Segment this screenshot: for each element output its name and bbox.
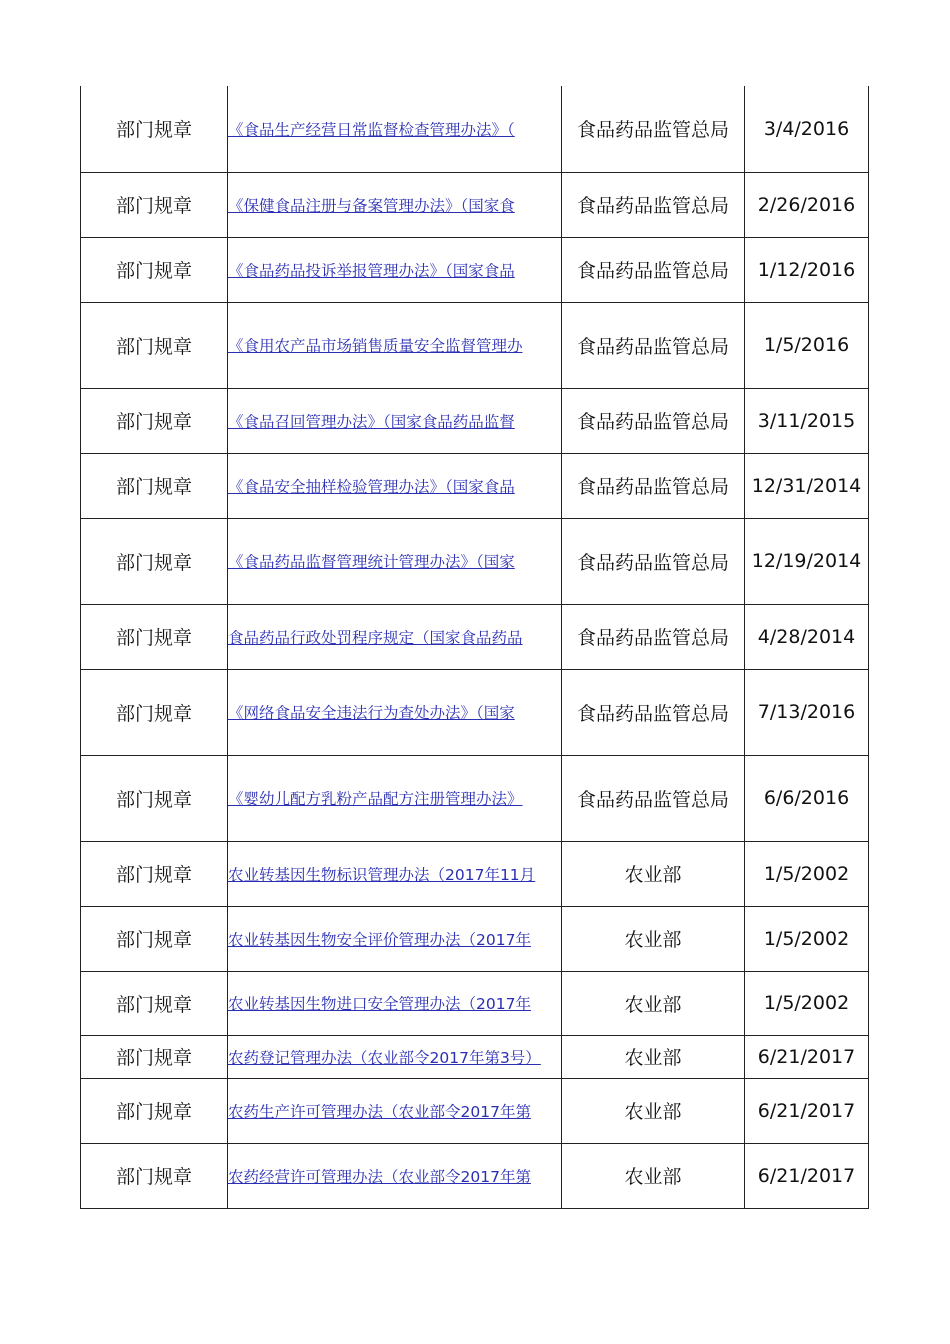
table-row (81, 1143, 869, 1208)
regulation-title-cell (228, 669, 562, 755)
date-cell: 6/6/2016 (745, 755, 869, 841)
table-row (81, 453, 869, 518)
regulation-type-cell: 部门规章 (81, 755, 228, 841)
table-row (81, 1035, 869, 1078)
regulation-title-cell (228, 971, 562, 1035)
regulation-type-cell: 部门规章 (81, 172, 228, 237)
issuing-department-cell: 农业部 (562, 1078, 745, 1143)
regulation-type-cell: 部门规章 (81, 604, 228, 669)
table-row (81, 518, 869, 604)
issuing-department-cell: 食品药品监管总局 (562, 302, 745, 388)
issuing-department-cell: 食品药品监管总局 (562, 388, 745, 453)
regulation-title-cell (228, 604, 562, 669)
issuing-department-cell: 农业部 (562, 841, 745, 906)
regulation-type-cell: 部门规章 (81, 1078, 228, 1143)
regulation-title-link[interactable]: 《食品生产经营日常监督检查管理办法》（ (228, 120, 515, 139)
date-cell: 1/5/2002 (745, 906, 869, 971)
regulations-table (80, 86, 869, 1209)
regulation-title-cell (228, 518, 562, 604)
date-cell: 1/5/2002 (745, 971, 869, 1035)
regulation-title-link[interactable]: 农药经营许可管理办法（农业部令2017年第 (228, 1167, 531, 1186)
date-cell: 3/4/2016 (745, 86, 869, 172)
regulation-type-cell: 部门规章 (81, 86, 228, 172)
date-cell: 12/19/2014 (745, 518, 869, 604)
date-cell: 1/5/2016 (745, 302, 869, 388)
issuing-department-cell: 农业部 (562, 1143, 745, 1208)
regulation-title-cell (228, 841, 562, 906)
regulation-type-cell: 部门规章 (81, 669, 228, 755)
regulation-title-cell (228, 302, 562, 388)
issuing-department-cell: 食品药品监管总局 (562, 518, 745, 604)
regulation-title-link[interactable]: 《食品药品投诉举报管理办法》（国家食品 (228, 261, 515, 280)
regulation-title-cell (228, 755, 562, 841)
regulation-title-cell (228, 453, 562, 518)
regulation-title-cell (228, 1143, 562, 1208)
regulation-title-cell (228, 1078, 562, 1143)
regulation-title-link[interactable]: 农业转基因生物标识管理办法（2017年11月 (228, 865, 536, 884)
regulation-type-cell: 部门规章 (81, 1143, 228, 1208)
regulation-type-cell: 部门规章 (81, 388, 228, 453)
regulation-title-link[interactable]: 《食用农产品市场销售质量安全监督管理办 (228, 337, 523, 355)
table-row (81, 1078, 869, 1143)
table-row (81, 841, 869, 906)
table-row (81, 906, 869, 971)
table-row (81, 86, 869, 172)
issuing-department-cell: 食品药品监管总局 (562, 86, 745, 172)
issuing-department-cell: 食品药品监管总局 (562, 755, 745, 841)
table-row (81, 388, 869, 453)
date-cell: 6/21/2017 (745, 1035, 869, 1078)
issuing-department-cell: 农业部 (562, 971, 745, 1035)
table-row (81, 971, 869, 1035)
date-cell: 4/28/2014 (745, 604, 869, 669)
issuing-department-cell: 食品药品监管总局 (562, 237, 745, 302)
regulation-type-cell: 部门规章 (81, 302, 228, 388)
regulation-title-cell (228, 86, 562, 172)
table-row (81, 172, 869, 237)
regulation-title-link[interactable]: 《婴幼儿配方乳粉产品配方注册管理办法》 (228, 790, 523, 808)
regulation-type-cell: 部门规章 (81, 453, 228, 518)
regulation-type-cell: 部门规章 (81, 841, 228, 906)
date-cell: 6/21/2017 (745, 1078, 869, 1143)
table-row (81, 669, 869, 755)
regulation-title-cell (228, 906, 562, 971)
date-cell: 12/31/2014 (745, 453, 869, 518)
date-cell: 6/21/2017 (745, 1143, 869, 1208)
date-cell: 1/12/2016 (745, 237, 869, 302)
issuing-department-cell: 食品药品监管总局 (562, 669, 745, 755)
issuing-department-cell: 食品药品监管总局 (562, 604, 745, 669)
issuing-department-cell: 农业部 (562, 906, 745, 971)
regulation-title-cell (228, 237, 562, 302)
issuing-department-cell: 食品药品监管总局 (562, 453, 745, 518)
regulation-title-cell (228, 388, 562, 453)
date-cell: 7/13/2016 (745, 669, 869, 755)
regulation-title-link[interactable]: 农业转基因生物安全评价管理办法（2017年 (228, 930, 531, 949)
issuing-department-cell: 农业部 (562, 1035, 745, 1078)
date-cell: 2/26/2016 (745, 172, 869, 237)
regulation-title-link[interactable]: 《保健食品注册与备案管理办法》（国家食 (228, 196, 515, 215)
regulation-title-link[interactable]: 《食品安全抽样检验管理办法》（国家食品 (228, 477, 515, 496)
regulation-type-cell: 部门规章 (81, 971, 228, 1035)
date-cell: 1/5/2002 (745, 841, 869, 906)
regulation-title-link[interactable]: 农药登记管理办法（农业部令2017年第3号） (228, 1048, 541, 1067)
table-row (81, 302, 869, 388)
regulation-title-link[interactable]: 农药生产许可管理办法（农业部令2017年第 (228, 1102, 531, 1121)
date-cell: 3/11/2015 (745, 388, 869, 453)
regulation-title-link[interactable]: 《网络食品安全违法行为查处办法》（国家 (228, 704, 515, 722)
regulation-title-cell (228, 172, 562, 237)
regulation-title-link[interactable]: 《食品召回管理办法》（国家食品药品监督 (228, 412, 515, 431)
table-row (81, 755, 869, 841)
regulation-type-cell: 部门规章 (81, 518, 228, 604)
regulation-title-link[interactable]: 农业转基因生物进口安全管理办法（2017年 (228, 995, 531, 1013)
regulation-title-link[interactable]: 食品药品行政处罚程序规定（国家食品药品 (228, 628, 523, 647)
table-row (81, 604, 869, 669)
regulation-type-cell: 部门规章 (81, 906, 228, 971)
regulation-type-cell: 部门规章 (81, 237, 228, 302)
regulation-title-cell (228, 1035, 562, 1078)
issuing-department-cell: 食品药品监管总局 (562, 172, 745, 237)
table-row (81, 237, 869, 302)
regulation-title-link[interactable]: 《食品药品监督管理统计管理办法》（国家 (228, 553, 515, 571)
regulation-type-cell: 部门规章 (81, 1035, 228, 1078)
